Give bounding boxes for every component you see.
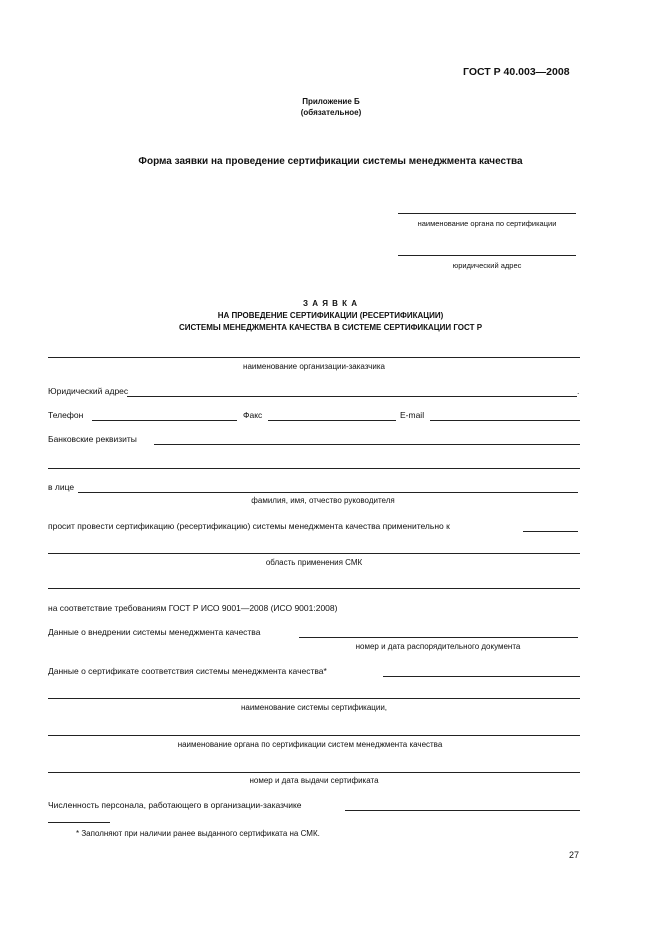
staff-count-label: Численность персонала, работающего в организации-заказчике <box>48 800 302 810</box>
organization-name-caption: наименование организации-заказчика <box>243 362 385 371</box>
certification-body-caption: наименование органа по сертификации <box>417 219 557 228</box>
organization-name-line[interactable] <box>48 357 580 358</box>
implementation-caption: номер и дата распорядительного документа <box>355 642 521 651</box>
form-title: Форма заявки на проведение сертификации системы менеджмента качества <box>138 156 523 167</box>
email-label: E-mail <box>400 410 425 420</box>
footnote-divider <box>48 822 110 823</box>
request-text: просит провести сертификацию (ресертификацию) системы менеджмента качества применительно к <box>48 521 450 531</box>
certificate-number-field[interactable] <box>48 772 580 773</box>
application-subtitle-1: НА ПРОВЕДЕНИЕ СЕРТИФИКАЦИИ (РЕСЕРТИФИКАЦИИ) <box>217 311 444 320</box>
standard-number: ГОСТ Р 40.003—2008 <box>463 66 570 78</box>
appendix-note: (обязательное) <box>300 108 362 117</box>
certification-system-field[interactable] <box>48 698 580 699</box>
compliance-text: на соответствие требованиям ГОСТ Р ИСО 9001—2008 (ИСО 9001:2008) <box>48 603 338 613</box>
certificate-number-caption: номер и дата выдачи сертификата <box>249 776 379 785</box>
head-name-field[interactable] <box>78 492 578 493</box>
phone-field[interactable] <box>92 420 237 421</box>
bank-details-label: Банковские реквизиты <box>48 434 137 444</box>
scope-field-2[interactable] <box>48 588 580 589</box>
implementation-field[interactable] <box>299 637 578 638</box>
fax-field[interactable] <box>268 420 396 421</box>
request-field[interactable] <box>523 531 578 532</box>
head-name-caption: фамилия, имя, отчество руководителя <box>251 496 395 505</box>
phone-label: Телефон <box>48 410 84 420</box>
appendix-label: Приложение Б <box>302 97 360 106</box>
qms-body-caption: наименование органа по сертификации систем менеджмента качества <box>177 740 443 749</box>
certification-body-line[interactable] <box>398 213 576 214</box>
footnote-text: * Заполняют при наличии ранее выданного сертификата на СМК. <box>76 829 320 838</box>
bank-details-field[interactable] <box>154 444 580 445</box>
legal-address-line[interactable] <box>398 255 576 256</box>
bank-details-field-2[interactable] <box>48 468 580 469</box>
legal-address-period: . <box>577 386 580 396</box>
staff-count-field[interactable] <box>345 810 580 811</box>
page-number: 27 <box>569 850 580 860</box>
legal-address-label: Юридический адрес <box>48 386 129 396</box>
certificate-data-label: Данные о сертификате соответствия системы менеджмента качества* <box>48 666 327 676</box>
application-title: З А Я В К А <box>302 299 359 308</box>
certificate-data-field[interactable] <box>383 676 580 677</box>
certification-system-caption: наименование системы сертификации, <box>240 703 388 712</box>
email-field[interactable] <box>430 420 580 421</box>
fax-label: Факс <box>243 410 263 420</box>
implementation-label: Данные о внедрении системы менеджмента качества <box>48 627 261 637</box>
legal-address-field[interactable] <box>127 396 577 397</box>
scope-field[interactable] <box>48 553 580 554</box>
scope-caption: область применения СМК <box>265 558 363 567</box>
represented-by-label: в лице <box>48 482 75 492</box>
qms-body-field[interactable] <box>48 735 580 736</box>
application-subtitle-2: СИСТЕМЫ МЕНЕДЖМЕНТА КАЧЕСТВА В СИСТЕМЕ СЕРТИФИКАЦИИ ГОСТ Р <box>178 323 483 332</box>
legal-address-caption: юридический адрес <box>452 261 522 270</box>
